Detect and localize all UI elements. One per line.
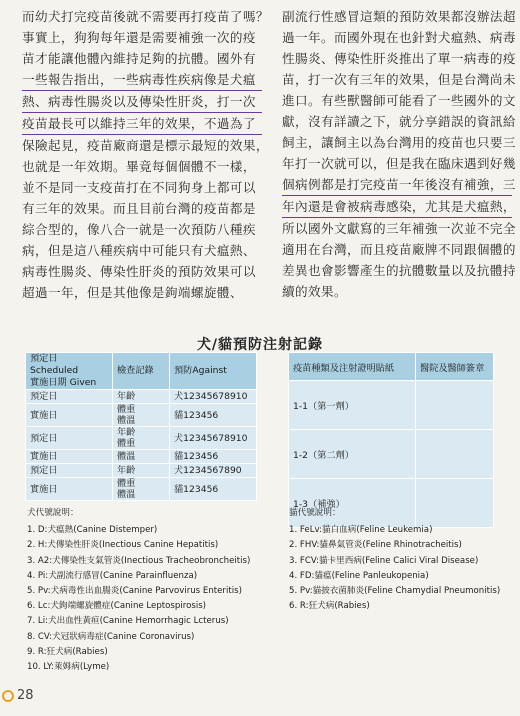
- legend-item: 1. FeLv:貓白血病(Feline Leukemia): [289, 525, 433, 536]
- text-line: 疫苗最長可以維持三年的效果，不過為了: [22, 113, 262, 135]
- legend-item: 5. Pv:貓披衣菌肺炎(Feline Chamydial Pneumonitis): [289, 586, 501, 597]
- legend-item: 7. Li:犬出血性黃疸(Canine Hemorrhagic Lcterus): [27, 616, 229, 627]
- legend-item: 1. D:犬瘟熱(Canine Distemper): [27, 525, 158, 536]
- text-line: 差異也會影響產生的抗體數量以及抗體持: [282, 263, 516, 278]
- text-line: 也就是一年效期。畢竟每個個體不一樣，: [22, 159, 256, 174]
- cat-code-legend: [289, 506, 500, 614]
- legend-item: 6. Lc:犬鉤端螺旋體症(Canine Leptospirosis): [27, 601, 207, 612]
- table-cell: 實施日: [26, 450, 113, 464]
- table-header-row: [26, 353, 257, 390]
- legend-item: 3. FCV:貓卡里西病(Feline Calici Viral Disease): [289, 555, 479, 566]
- text-line: 年內還是會被病毒感染，尤其是犬瘟熱，: [282, 196, 512, 218]
- table-cell: 預定日: [26, 464, 113, 478]
- table-row: [26, 478, 257, 501]
- table-cell: 年齡 體重: [113, 427, 170, 450]
- table-header: 預防Against: [170, 353, 257, 390]
- text-line: 事實上，狗狗每年還是需要補強一次的疫: [22, 30, 256, 45]
- text-line: 有三年的效果。而且目前台灣的疫苗都是: [22, 201, 256, 216]
- dog-vaccination-table: [25, 352, 257, 501]
- table-row: [289, 430, 494, 479]
- table-row: [26, 390, 257, 404]
- text-line: 進口。有些獸醫師可能看了一些國外的文: [282, 93, 516, 108]
- table-cell: 貓123456: [170, 478, 257, 501]
- table-cell: 實施日: [26, 404, 113, 427]
- table-cell: 年齡: [113, 464, 170, 478]
- table-cell: 犬12345678910: [170, 427, 257, 450]
- table-cell: 實施日: [26, 478, 113, 501]
- table-cell: 貓123456: [170, 404, 257, 427]
- table-row: [26, 404, 257, 427]
- text-line: 飼主，讓飼主以為台灣用的疫苗也只要三: [282, 135, 516, 150]
- table-row: [26, 450, 257, 464]
- text-line: 個病例都是打完疫苗一年後沒有補強，三: [282, 174, 512, 196]
- text-line: 保險起見，疫苗廠商還是標示最短的效果，: [22, 138, 269, 153]
- table-cell: 1-3（補強）: [289, 479, 416, 528]
- table-cell: 預定日: [26, 390, 113, 404]
- dog-code-legend: [27, 506, 250, 675]
- text-line: 苗，打一次有三年的效果，但是台灣尚未: [282, 72, 516, 87]
- text-line: 年打一次就可以，但是我在臨床遇到好幾: [282, 156, 516, 171]
- text-line: 一些報告指出，一些病毒性疾病像是犬瘟: [22, 69, 262, 91]
- table-row: [26, 427, 257, 450]
- legend-item: 9. R:狂犬病(Rabies): [27, 646, 108, 657]
- table-header: 預定日 Scheduled 實施日期 Given: [26, 353, 113, 390]
- legend-item: 6. R:狂犬病(Rabies): [289, 601, 370, 612]
- table-row: [289, 381, 494, 430]
- legend-title: 犬代號說明：: [27, 508, 79, 518]
- text-line: 病，但是這八種疾病中可能只有犬瘟熱、: [22, 243, 256, 258]
- table-header: 醫院及醫師簽章: [416, 353, 494, 381]
- legend-item: 2. H:犬傳染性肝炎(Inectious Canine Hepatitis): [27, 540, 219, 551]
- table-header: 疫苗種類及注射證明貼紙: [289, 353, 416, 381]
- legend-item: 5. Pv:犬病毒性出血腸炎(Canine Parvovirus Enteritis): [27, 586, 242, 597]
- table-cell: 預定日: [26, 427, 113, 450]
- table-cell: 犬1234567890: [170, 464, 257, 478]
- text-line: 熱、病毒性腸炎以及傳染性肝炎，打一次: [22, 91, 262, 113]
- table-row: [26, 464, 257, 478]
- left-text-column: [22, 6, 269, 303]
- table-cell: 犬12345678910: [170, 390, 257, 404]
- table-header: 檢查記錄: [113, 353, 170, 390]
- text-line: 副流行性感冒這類的預防效果都沒辦法超: [282, 9, 516, 24]
- text-line: 病毒性腸炎、傳染性肝炎的預防效果可以: [22, 264, 256, 279]
- legend-title: 貓代號說明：: [289, 508, 341, 518]
- table-header-row: [289, 353, 494, 381]
- text-line: 而幼犬打完疫苗後就不需要再打疫苗了嗎？: [22, 9, 269, 24]
- text-line: 適用在台灣，而且疫苗廠牌不同跟個體的: [282, 242, 516, 257]
- legend-item: 4. Pi:犬副流行感冒(Canine Parainfluenza): [27, 570, 198, 581]
- signature-cell: [416, 381, 494, 430]
- text-line: 續的效果。: [282, 284, 347, 299]
- table-cell: 體重 體溫: [113, 478, 170, 501]
- page-number: 28: [17, 688, 34, 703]
- legend-item: 2. FHV:貓鼻氣管炎(Feline Rhinotracheitis): [289, 540, 462, 551]
- table-cell: 年齡: [113, 390, 170, 404]
- section-title: 犬/貓預防注射記錄: [196, 337, 324, 353]
- table-cell: 體溫: [113, 450, 170, 464]
- page-number-block: [2, 688, 34, 703]
- legend-item: 3. A2:犬傳染性支氣管炎(Inectious Tracheobroncheitis): [27, 555, 251, 566]
- cat-vaccination-table: [288, 352, 494, 528]
- legend-item: 8. CV:犬冠狀病毒症(Canine Coronavirus): [27, 631, 195, 642]
- legend-item: 10. LY:萊姆病(Lyme): [27, 662, 110, 673]
- table-cell: 貓123456: [170, 450, 257, 464]
- text-line: 並不是同一支疫苗打在不同狗身上都可以: [22, 180, 256, 195]
- text-line: 性腸炎、傳染性肝炎推出了單一病毒的疫: [282, 51, 516, 66]
- text-line: 綜合型的，像八合一就是一次預防八種疾: [22, 222, 256, 237]
- text-line: 獻，沒有詳讀之下，就分享錯誤的資訊給: [282, 114, 516, 129]
- legend-item: 4. FD:貓瘟(Feline Panleukopenia): [289, 570, 429, 581]
- right-text-column: [282, 6, 516, 302]
- table-cell: 1-1（第一劑）: [289, 381, 416, 430]
- text-line: 超過一年，但是其他像是鉤端螺旋體、: [22, 285, 243, 300]
- table-cell: 1-2（第二劑）: [289, 430, 416, 479]
- text-line: 苗才能讓他體內維持足夠的抗體。國外有: [22, 51, 256, 66]
- text-line: 過一年。而國外現在也針對犬瘟熱、病毒: [282, 30, 516, 45]
- signature-cell: [416, 430, 494, 479]
- paw-dot-icon: [2, 690, 14, 702]
- text-line: 所以國外文獻寫的三年補強一次並不完全: [282, 221, 516, 236]
- table-cell: 體重 體溫: [113, 404, 170, 427]
